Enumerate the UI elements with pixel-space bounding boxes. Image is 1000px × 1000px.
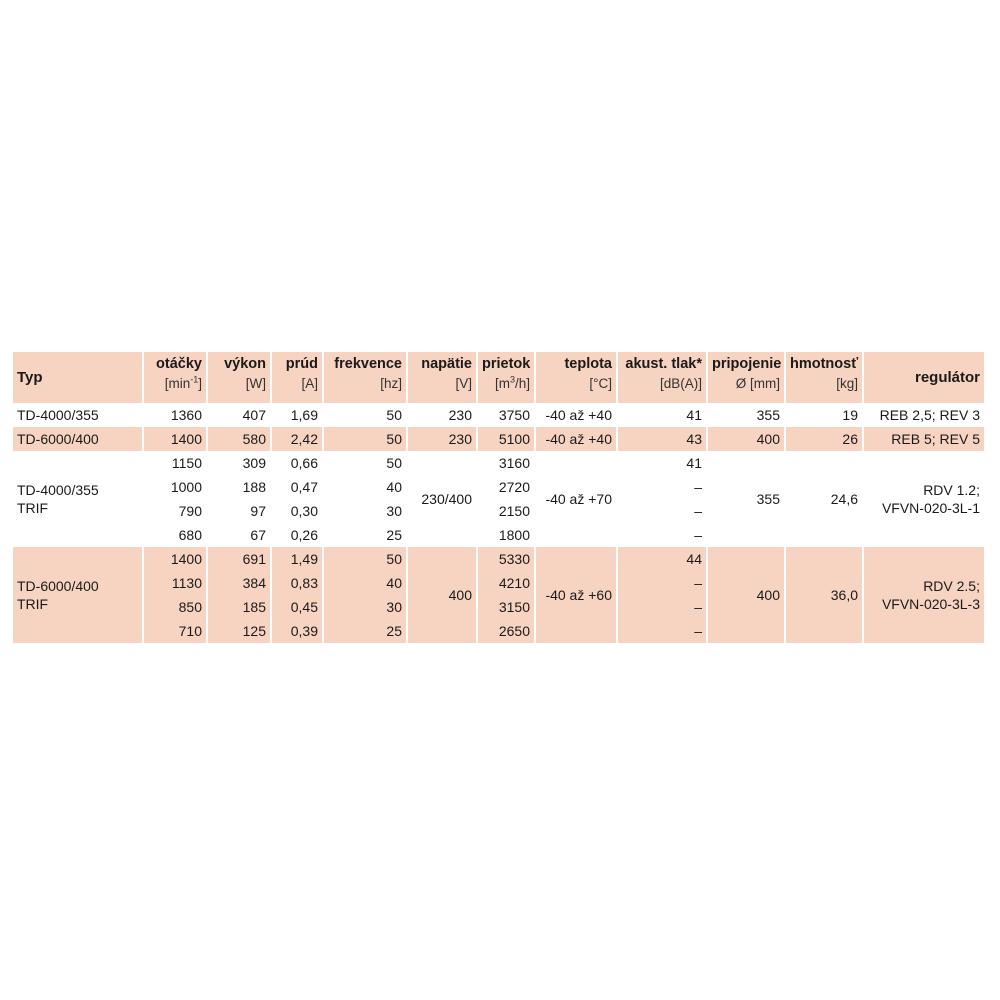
cell-akust-tlak: – xyxy=(618,595,706,619)
cell-prud: 0,47 xyxy=(290,479,318,495)
cell-pripojenie: 400 xyxy=(708,427,784,451)
cell-akust-tlak: 41 xyxy=(686,455,702,471)
cell-prietok: 3150 xyxy=(478,595,534,619)
cell-prud: 0,83 xyxy=(272,571,322,595)
table-row xyxy=(13,547,984,571)
cell-frekvence: 25 xyxy=(386,527,402,543)
cell-hmotnost: 36,0 xyxy=(786,547,862,643)
cell-vykon: 185 xyxy=(208,595,270,619)
cell-regulator: REB 2,5; REV 3 xyxy=(879,407,980,423)
cell-vykon: 97 xyxy=(250,503,266,519)
cell-otacky: 850 xyxy=(144,595,206,619)
cell-prietok: 3750 xyxy=(498,407,530,423)
cell-otacky: 790 xyxy=(178,503,202,519)
cell-prud: 2,42 xyxy=(272,427,322,451)
cell-otacky: 1000 xyxy=(170,479,202,495)
cell-vykon: 188 xyxy=(242,479,266,495)
header-frekvence: frekvence [hz] xyxy=(324,352,406,403)
cell-typ: TD-4000/355 TRIF xyxy=(17,482,99,516)
cell-vykon: 67 xyxy=(250,527,266,543)
header-prietok: prietok $[m^3/h]$ xyxy=(478,352,534,403)
cell-prietok: 2150 xyxy=(498,503,530,519)
header-vykon: výkon [W] xyxy=(208,352,270,403)
cell-prietok: 2650 xyxy=(478,619,534,643)
table-row xyxy=(13,427,984,451)
cell-akust-tlak: 44 xyxy=(618,547,706,571)
header-otacky: otáčky $[\min^{-1}]$ xyxy=(144,352,206,403)
cell-prud: 0,45 xyxy=(272,595,322,619)
fan-spec-table xyxy=(11,352,986,643)
cell-regulator: RDV 1.2; VFVN-020-3L-1 xyxy=(881,482,980,516)
cell-vykon: 580 xyxy=(208,427,270,451)
cell-prietok: 5100 xyxy=(478,427,534,451)
cell-akust-tlak: – xyxy=(694,503,702,519)
cell-prietok: 4210 xyxy=(478,571,534,595)
cell-prud: 0,30 xyxy=(290,503,318,519)
header-regulator: regulátor xyxy=(864,352,984,403)
cell-akust-tlak: 43 xyxy=(618,427,706,451)
cell-regulator: RDV 2.5; VFVN-020-3L-3 xyxy=(864,547,984,643)
cell-pripojenie: 355 xyxy=(756,407,780,423)
cell-prud: 0,26 xyxy=(290,527,318,543)
header-prud: prúd [A] xyxy=(272,352,322,403)
cell-napatie: 230 xyxy=(408,427,476,451)
cell-otacky: 1130 xyxy=(144,571,206,595)
cell-prud: 1,49 xyxy=(272,547,322,571)
cell-vykon: 125 xyxy=(208,619,270,643)
cell-napatie: 230 xyxy=(448,407,472,423)
header-typ: Typ xyxy=(13,352,142,403)
cell-napatie: 230/400 xyxy=(421,491,472,507)
header-napatie: napätie [V] xyxy=(408,352,476,403)
spec-table-container xyxy=(13,352,985,643)
cell-frekvence: 40 xyxy=(386,479,402,495)
cell-frekvence: 50 xyxy=(324,427,406,451)
cell-vykon: 309 xyxy=(242,455,266,471)
cell-otacky: 710 xyxy=(144,619,206,643)
cell-teplota: -40 až +40 xyxy=(545,407,612,423)
cell-napatie: 400 xyxy=(408,547,476,643)
header-row xyxy=(13,352,984,403)
cell-otacky: 1360 xyxy=(170,407,202,423)
cell-teplota: -40 až +70 xyxy=(545,491,612,507)
cell-frekvence: 30 xyxy=(324,595,406,619)
cell-prietok: 1800 xyxy=(498,527,530,543)
cell-akust-tlak: – xyxy=(694,527,702,543)
cell-prietok: 3160 xyxy=(498,455,530,471)
header-teplota: teplota [°C] xyxy=(536,352,616,403)
cell-hmotnost: 26 xyxy=(786,427,862,451)
cell-otacky: 1150 xyxy=(171,455,202,471)
cell-frekvence: 50 xyxy=(386,407,402,423)
cell-frekvence: 40 xyxy=(324,571,406,595)
cell-typ: TD-6000/400 TRIF xyxy=(13,547,142,643)
header-pripojenie: pripojenie Ø [mm] xyxy=(708,352,784,403)
cell-typ: TD-6000/400 xyxy=(13,427,142,451)
header-akust-tlak: akust. tlak* [dB(A)] xyxy=(618,352,706,403)
cell-akust-tlak: – xyxy=(618,571,706,595)
cell-pripojenie: 355 xyxy=(756,491,780,507)
cell-akust-tlak: 41 xyxy=(686,407,702,423)
cell-vykon: 407 xyxy=(242,407,266,423)
cell-hmotnost: 19 xyxy=(842,407,858,423)
cell-typ: TD-4000/355 xyxy=(17,407,99,423)
cell-frekvence: 50 xyxy=(386,455,402,471)
cell-akust-tlak: – xyxy=(694,479,702,495)
cell-vykon: 691 xyxy=(208,547,270,571)
cell-akust-tlak: – xyxy=(618,619,706,643)
cell-regulator: REB 5; REV 5 xyxy=(864,427,984,451)
header-hmotnost: hmotnosť [kg] xyxy=(786,352,862,403)
cell-hmotnost: 24,6 xyxy=(830,491,858,507)
cell-prud: 0,39 xyxy=(272,619,322,643)
cell-teplota: -40 až +40 xyxy=(536,427,616,451)
table-row xyxy=(13,451,984,475)
cell-frekvence: 50 xyxy=(324,547,406,571)
cell-pripojenie: 400 xyxy=(708,547,784,643)
cell-otacky: 1400 xyxy=(144,427,206,451)
cell-prietok: 2720 xyxy=(498,479,530,495)
cell-otacky: 680 xyxy=(178,527,202,543)
cell-prud: 1,69 xyxy=(290,407,318,423)
cell-frekvence: 30 xyxy=(386,503,402,519)
cell-otacky: 1400 xyxy=(144,547,206,571)
cell-frekvence: 25 xyxy=(324,619,406,643)
cell-vykon: 384 xyxy=(208,571,270,595)
table-row xyxy=(13,403,984,427)
cell-prietok: 5330 xyxy=(478,547,534,571)
cell-teplota: -40 až +60 xyxy=(536,547,616,643)
cell-prud: 0,66 xyxy=(290,455,318,471)
